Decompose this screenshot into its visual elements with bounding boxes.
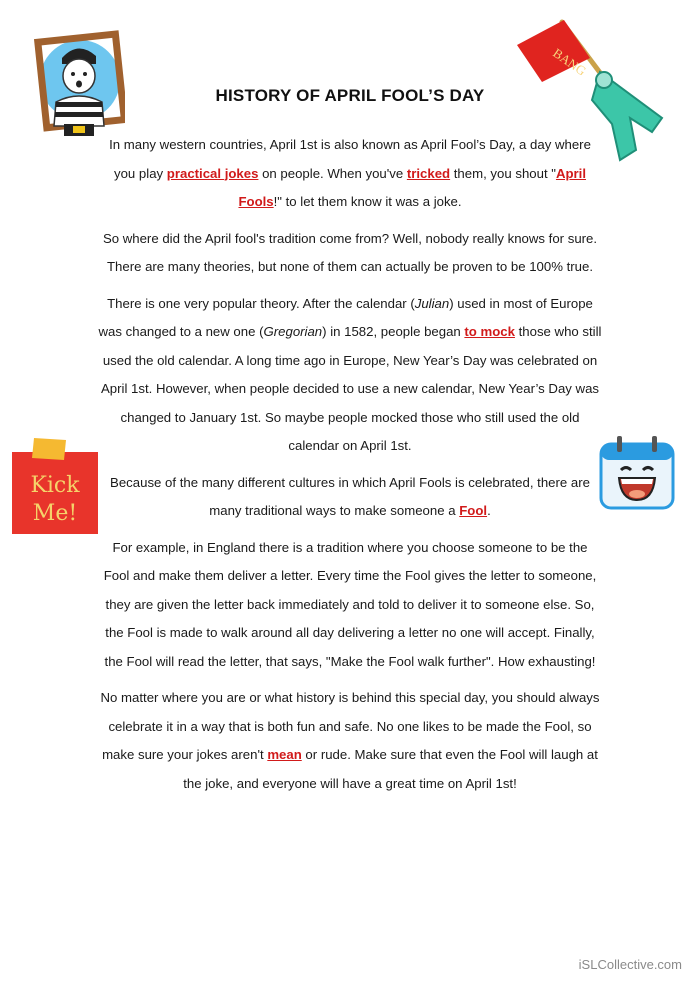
italic-term: Julian bbox=[414, 295, 450, 311]
mime-portrait-icon bbox=[30, 30, 125, 140]
article-body bbox=[98, 131, 602, 806]
vocab-highlight: to mock bbox=[464, 324, 515, 339]
paragraph-2: So where did the April fool's tradition come from? Well, nobody really knows for sure. There are many theories, but none of them can actually be proven to be 100% true. bbox=[102, 230, 598, 274]
italic-term: Gregorian bbox=[263, 324, 323, 339]
sign-text-kick: Kick bbox=[30, 473, 80, 498]
vocab-highlight: practical jokes bbox=[166, 165, 259, 181]
flag-text: BANG bbox=[550, 45, 590, 79]
vocab-highlight: April Fools bbox=[238, 165, 586, 209]
paragraph-6: No matter where you are or what history is behind this special day, you should always celebrate it in a way that is both fun and safe. No one likes to be made the Fool, so make sure your jokes aren't mean or rude. Make sure that even the Fool will laugh at the joke, and everyone will have a great time on April 1st! bbox=[100, 690, 600, 791]
page-title: HISTORY OF APRIL FOOL’S DAY bbox=[215, 86, 485, 105]
paragraph-5: For example, in England there is a tradition where you choose someone to be the Fool and make them deliver a letter. Every time the Fool gives the letter to someone, they are given the letter back immediately and told to deliver it to someone else. So, the Fool is made to walk around all day delivering a letter no one will accept. Finally, the Fool will read the letter, that says, "Make the Fool walk further". How exhausting! bbox=[103, 539, 597, 669]
vocab-highlight: Fool bbox=[459, 503, 488, 518]
sign-text-me: Me! bbox=[32, 501, 78, 526]
site-watermark: iSLCollective.com bbox=[578, 957, 682, 972]
paragraph-1: In many western countries, April 1st is also known as April Fool’s Day, a day where you play practical jokes on people. When you've tricked them, you shout "April Fools!" to let them know it was a joke. bbox=[109, 137, 591, 209]
vocab-highlight: tricked bbox=[406, 165, 451, 181]
paragraph-4: Because of the many different cultures in which April Fools is celebrated, there are many traditional ways to make someone a Fool. bbox=[110, 474, 590, 518]
kick-me-sign-icon bbox=[8, 430, 103, 540]
paragraph-3: There is one very popular theory. After the calendar (Julian) used in most of Europe was changed to a new one (Gregorian) in 1582, people began to mock those who still used the old calendar. A long time ago in Europe, New Year’s Day was celebrated on April 1st. However, when people decided to use a new calendar, New Year’s Day was changed to January 1st. So maybe people mocked those who still used the old calendar on April 1st. bbox=[98, 295, 602, 453]
vocab-highlight: mean bbox=[267, 747, 302, 762]
laughing-calendar-icon bbox=[595, 430, 680, 515]
